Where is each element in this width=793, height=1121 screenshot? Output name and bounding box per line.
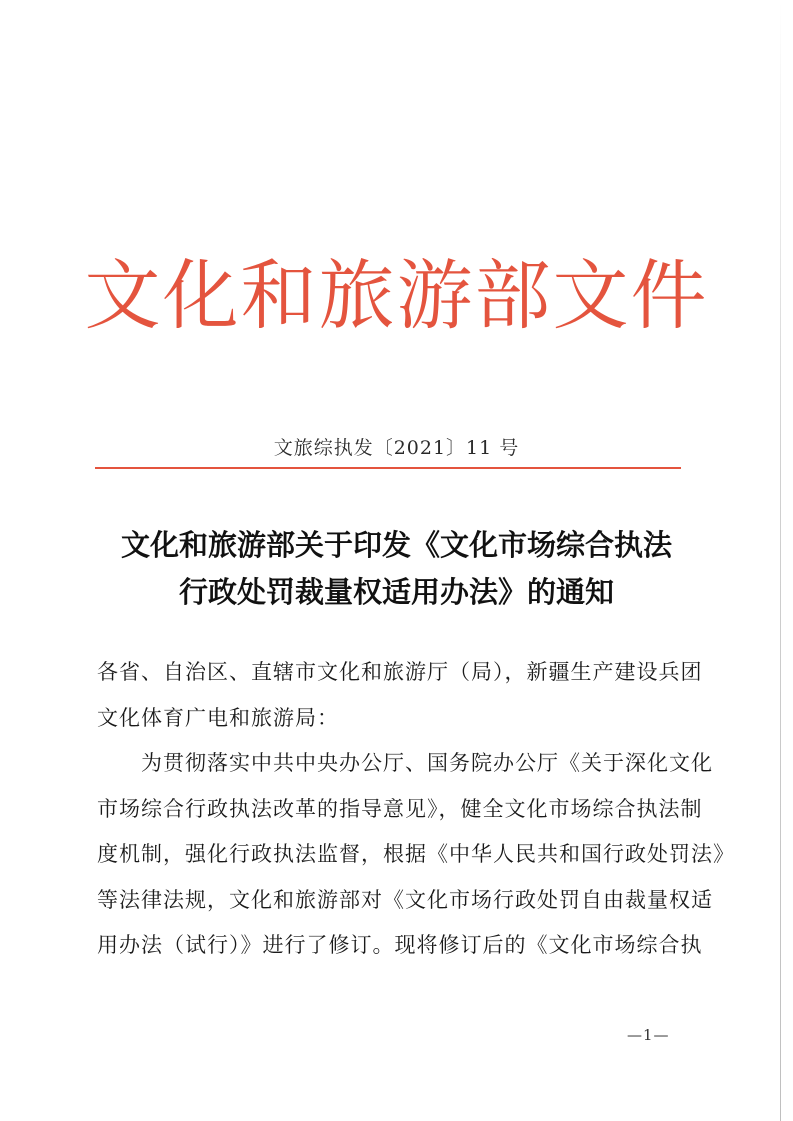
- notice-title-line-1: 文化和旅游部关于印发《文化市场综合执法: [120, 528, 672, 562]
- body-line: 度机制，强化行政执法监督，根据《中华人民共和国行政处罚法》: [97, 842, 735, 866]
- body-line: 等法律法规，文化和旅游部对《文化市场行政处罚自由裁量权适: [97, 887, 713, 912]
- page-number: —1—: [627, 1026, 670, 1044]
- red-divider-rule: [95, 467, 681, 469]
- body-line: 用办法（试行）》进行了修订。现将修订后的《文化市场综合执: [97, 933, 703, 957]
- body-text: [97, 650, 735, 969]
- notice-title: [0, 522, 793, 616]
- document-header-title: 文化和旅游部文件: [84, 251, 709, 340]
- body-line-addressee-2: 文化体育广电和旅游局：: [97, 705, 339, 730]
- body-line: 市场综合行政执法改革的指导意见》，健全文化市场综合执法制: [97, 796, 703, 821]
- notice-title-line-2: 行政处罚裁量权适用办法》的通知: [178, 575, 614, 609]
- body-line-addressee-1: 各省、自治区、直辖市文化和旅游厅（局），新疆生产建设兵团: [97, 660, 703, 684]
- body-line-paragraph-start: 为贯彻落实中共中央办公厅、国务院办公厅《关于深化文化: [141, 751, 713, 775]
- document-number: 文旅综执发〔2021〕11 号: [273, 437, 520, 459]
